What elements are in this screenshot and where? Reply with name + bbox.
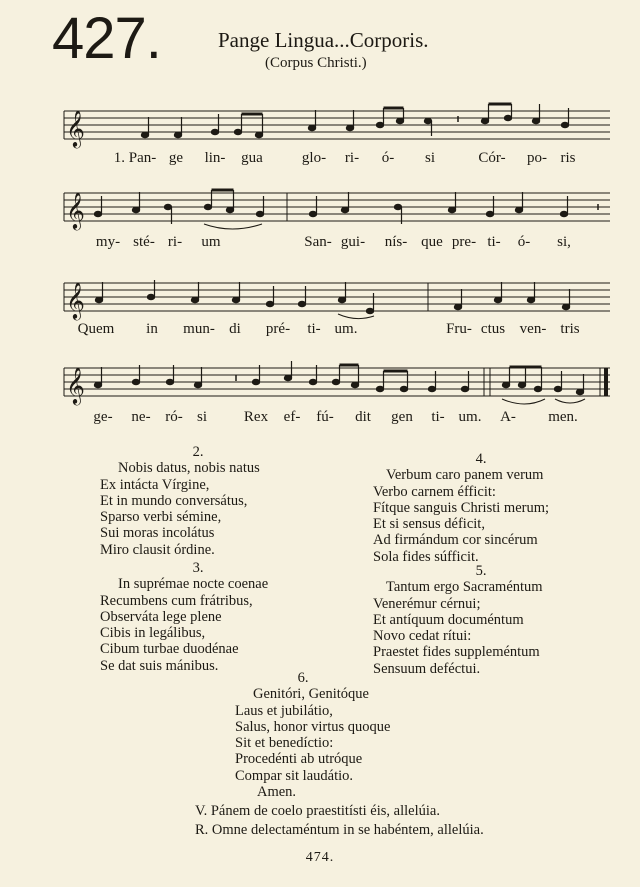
verse-line: Verbum caro panem verum <box>386 467 544 484</box>
svg-text:𝄞: 𝄞 <box>66 366 85 404</box>
lyric-syllable: Cór- <box>478 150 506 166</box>
lyric-syllable: lin- <box>204 150 226 166</box>
verse-6 <box>235 670 453 801</box>
music-staff-2 <box>0 180 640 240</box>
verse-line: Et si sensus déficit, <box>373 516 485 533</box>
lyric-syllable: ti- <box>487 234 501 250</box>
lyric-syllable: gui- <box>340 234 366 250</box>
verse-line: Et antíquum documéntum <box>373 611 524 628</box>
page-number: 474. <box>305 850 335 865</box>
verse-line: Et in mundo conversátus, <box>100 492 248 509</box>
verse-line: Ad firmándum cor sincérum <box>373 532 538 549</box>
verse-number: 5. <box>475 563 487 579</box>
lyric-syllable: ri- <box>344 150 360 166</box>
verse-line: Sparso verbi sémine, <box>100 509 222 526</box>
lyric-syllable: ó- <box>381 150 395 166</box>
lyric-syllable: ne- <box>131 409 151 425</box>
lyric-syllable: ris <box>560 150 576 166</box>
lyric-syllable: glo- <box>301 150 327 166</box>
svg-text:𝄞: 𝄞 <box>66 191 85 229</box>
verse-line: Sit et benedíctio: <box>235 735 334 752</box>
lyric-line-3 <box>0 321 640 341</box>
lyric-syllable: ge- <box>93 409 113 425</box>
lyric-syllable: men. <box>548 409 578 425</box>
verse-line: Sola fides súfficit. <box>373 548 479 565</box>
lyric-syllable: um <box>201 234 221 250</box>
lyric-syllable: gen <box>391 409 413 425</box>
lyric-syllable: um. <box>334 321 358 337</box>
verse-line: Nobis datus, nobis natus <box>118 460 260 477</box>
lyric-syllable: nís- <box>384 234 408 250</box>
lyric-syllable: ven- <box>519 321 547 337</box>
svg-text:𝄞: 𝄞 <box>66 281 85 319</box>
verse-line: Amen. <box>257 784 297 801</box>
verse-number: 6. <box>297 670 309 686</box>
verse-line: Verbo carnem éfficit: <box>373 483 496 500</box>
verse-line: Tantum ergo Sacraméntum <box>386 579 543 596</box>
lyric-syllable: ó- <box>517 234 531 250</box>
lyric-syllable: in <box>146 321 158 337</box>
lyric-line-4 <box>0 409 640 429</box>
lyric-syllable: Quem <box>77 321 115 337</box>
lyric-syllable: fú- <box>316 409 334 425</box>
verse-line: Cibum turbae duodénae <box>100 641 239 658</box>
verse-line: Miro clausit órdine. <box>100 541 215 558</box>
lyric-syllable: po- <box>527 150 547 166</box>
verse-line: Recumbens cum frátribus, <box>100 592 253 609</box>
verse-line: Venerémur cérnui; <box>373 595 481 612</box>
lyric-syllable: ri- <box>167 234 183 250</box>
lyric-syllable: dit <box>355 409 371 425</box>
music-staff-1 <box>0 98 640 158</box>
verse-line: Fítque sanguis Christi merum; <box>373 499 550 516</box>
lyric-syllable: my- <box>95 234 121 250</box>
lyric-line-2 <box>0 234 640 254</box>
lyric-syllable: si <box>424 150 436 166</box>
verse-5 <box>373 563 606 677</box>
lyric-syllable: tris <box>560 321 580 337</box>
verse-line: Ex intácta Vírgine, <box>100 476 210 493</box>
lyric-syllable: ró- <box>165 409 183 425</box>
verse-line: Procedénti ab utróque <box>235 751 363 768</box>
verse-line: Se dat suis mánibus. <box>100 657 219 674</box>
lyric-syllable: ti- <box>431 409 445 425</box>
verse-line: In suprémae nocte coenae <box>118 576 269 593</box>
lyric-line-1 <box>0 150 640 170</box>
lyric-syllable: pre- <box>451 234 477 250</box>
lyric-syllable: di <box>229 321 241 337</box>
verse-line: Compar sit laudátio. <box>235 767 353 784</box>
lyric-syllable: si <box>196 409 208 425</box>
verse-line: Sui moras incolátus <box>100 525 215 542</box>
hymn-number: 427. <box>52 6 161 71</box>
verse-3 <box>100 560 318 674</box>
versicle: V. Pánem de coelo praestitísti éis, allelúia. <box>195 803 440 819</box>
verse-line: Novo cedat rítui: <box>373 628 472 645</box>
lyric-syllable: 1. Pan- <box>113 150 157 166</box>
verse-2 <box>100 444 318 558</box>
verse-number: 4. <box>475 451 487 467</box>
svg-text:𝄞: 𝄞 <box>66 109 85 147</box>
music-staff-4 <box>0 355 640 415</box>
lyric-syllable: ctus <box>480 321 506 337</box>
lyric-syllable: ef- <box>283 409 301 425</box>
lyric-syllable: ge <box>168 150 184 166</box>
verse-4 <box>373 451 586 565</box>
hymn-title: Pange Lingua...Corporis. <box>218 28 429 52</box>
lyric-syllable: Fru- <box>446 321 472 337</box>
verse-line: Salus, honor virtus quoque <box>235 718 391 735</box>
lyric-syllable: mun- <box>183 321 215 337</box>
verse-line: Observáta lege plene <box>100 608 222 625</box>
lyric-syllable: gua <box>241 150 263 166</box>
lyric-syllable: pré- <box>265 321 291 337</box>
response: R. Omne delectaméntum in se habéntem, allelúia. <box>195 822 484 838</box>
verse-line: Praestet fides suppleméntum <box>373 644 540 661</box>
hymn-subtitle: (Corpus Christi.) <box>265 55 367 71</box>
lyric-syllable: A- <box>500 409 516 425</box>
lyric-syllable: sté- <box>133 234 155 250</box>
verse-number: 3. <box>192 560 204 576</box>
verse-line: Sensuum deféctui. <box>373 660 481 677</box>
verse-line: Genitóri, Genitóque <box>253 686 369 703</box>
lyric-syllable: que <box>421 234 443 250</box>
lyric-syllable: San- <box>304 234 332 250</box>
verse-line: Laus et jubilátio, <box>235 702 333 719</box>
lyric-syllable: si, <box>557 234 571 250</box>
verse-line: Cibis in legálibus, <box>100 625 206 642</box>
lyric-syllable: ti- <box>307 321 321 337</box>
verse-number: 2. <box>192 444 204 460</box>
lyric-syllable: Rex <box>243 409 269 425</box>
lyric-syllable: um. <box>458 409 482 425</box>
